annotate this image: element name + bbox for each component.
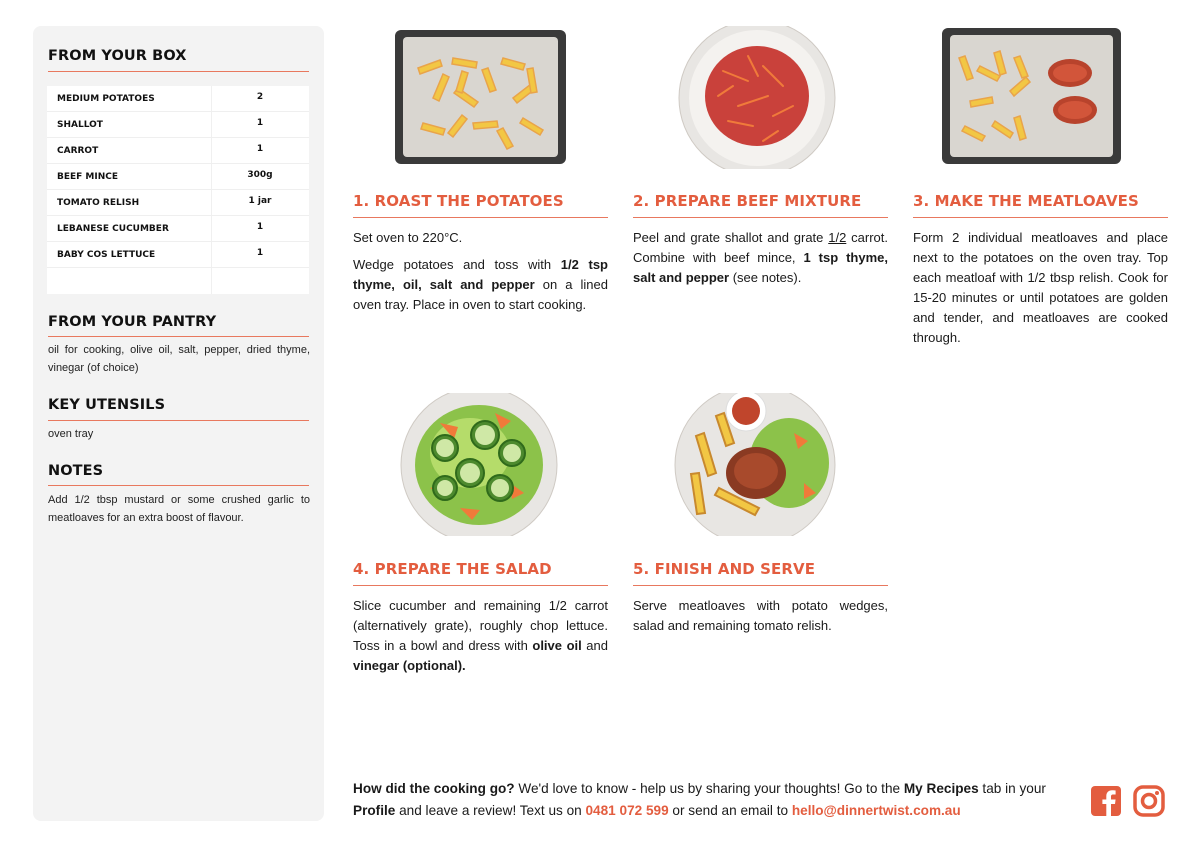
ingredient-name: SHALLOT [57,120,103,130]
facebook-icon[interactable] [1090,785,1122,817]
step-4-text: Slice cucumber and remaining 1/2 carrot (alternatively grate), roughly chop lettuce. Toss in a bowl and dress with olive oil and vinegar (optional). [353,598,608,673]
divider [633,585,888,586]
key-utensils-heading: KEY UTENSILS [48,397,166,413]
table-row [47,190,309,216]
table-row [47,242,309,268]
beef-mixture-photo [678,26,836,169]
salad-photo [400,393,558,536]
ingredient-qty: 2 [256,92,264,102]
table-row [47,138,309,164]
ingredient-qty: 300g [247,170,273,180]
ingredient-name: MEDIUM POTATOES [57,94,155,104]
feedback-footer: How did the cooking go? We'd love to know - help us by sharing your thoughts! Go to the My Recipes tab in your Profile and leave a review! Text us on 0481 072 599 or send an email to hello@dinnertwist.com.au [353,781,1046,818]
step-3-title: 3. MAKE THE MEATLOAVES [913,192,1139,210]
ingredient-name: BABY COS LETTUCE [57,250,156,260]
divider [633,217,888,218]
step-1-text-2: Wedge potatoes and toss with 1/2 tsp thyme, oil, salt and pepper on a lined oven tray. Place in oven to start cooking. [353,257,608,312]
table-row [47,112,309,138]
ingredient-name: LEBANESE CUCUMBER [57,224,169,234]
email-link[interactable]: hello@dinnertwist.com.au [791,803,961,818]
from-your-pantry-heading: FROM YOUR PANTRY [48,314,217,330]
finished-meal-photo [664,393,847,536]
divider [48,71,309,72]
ingredient-qty: 1 [256,118,264,128]
step-1-text: Set oven to 220°C. [353,230,463,245]
my-recipes-link[interactable]: My Recipes [903,781,979,796]
divider [353,217,608,218]
meatloaves-tray-photo [940,26,1123,166]
pantry-text: oil for cooking, olive oil, salt, pepper, dried thyme, vinegar (of choice) [48,344,310,374]
sidebar [33,26,324,821]
footer-question: How did the cooking go? [353,781,515,796]
divider [48,485,309,486]
ingredient-qty: 1 [256,144,264,154]
step-5-body [633,596,888,643]
ingredient-name: BEEF MINCE [57,172,119,182]
step-3-text: Form 2 individual meatloaves and place next to the potatoes on the oven tray. Top each meatloaf with 1/2 tbsp relish. Cook for 15-20 minutes or until potatoes are golden and tender, and meatloaves are cooked through. [913,230,1168,345]
divider [48,420,309,421]
notes-text: Add 1/2 tbsp mustard or some crushed garlic to meatloaves for an extra boost of flavour. [48,494,310,524]
phone-link[interactable]: 0481 072 599 [585,803,669,818]
ingredient-qty: 1 [256,222,264,232]
notes-heading: NOTES [48,463,104,479]
profile-link[interactable]: Profile [353,803,396,818]
instagram-icon[interactable] [1133,785,1165,817]
step-2-body [633,228,888,295]
table-row [47,164,309,190]
step-1-body [353,228,608,322]
divider [913,217,1168,218]
table-row [47,86,309,112]
ingredients-table [47,86,309,294]
divider [353,585,608,586]
utensils-text: oven tray [48,428,94,440]
step-2-text: Peel and grate shallot and grate 1/2 carrot. Combine with beef mince, 1 tsp thyme, salt and pepper (see notes). [633,230,888,285]
step-4-title: 4. PREPARE THE SALAD [353,560,552,578]
step-1-title: 1. ROAST THE POTATOES [353,192,564,210]
step-2-title: 2. PREPARE BEEF MIXTURE [633,192,862,210]
ingredient-qty: 1 [256,248,264,258]
from-your-box-heading: FROM YOUR BOX [48,48,187,64]
ingredient-name: CARROT [57,146,99,156]
step-5-text: Serve meatloaves with potato wedges, salad and remaining tomato relish. [633,598,888,633]
step-5-title: 5. FINISH AND SERVE [633,560,816,578]
step-3-body [913,228,1168,355]
step-4-body [353,596,608,683]
table-row [47,216,309,242]
ingredient-name: TOMATO RELISH [57,198,140,208]
ingredient-qty: 1 jar [248,196,272,206]
divider [48,336,309,337]
roast-potatoes-photo [393,28,568,166]
